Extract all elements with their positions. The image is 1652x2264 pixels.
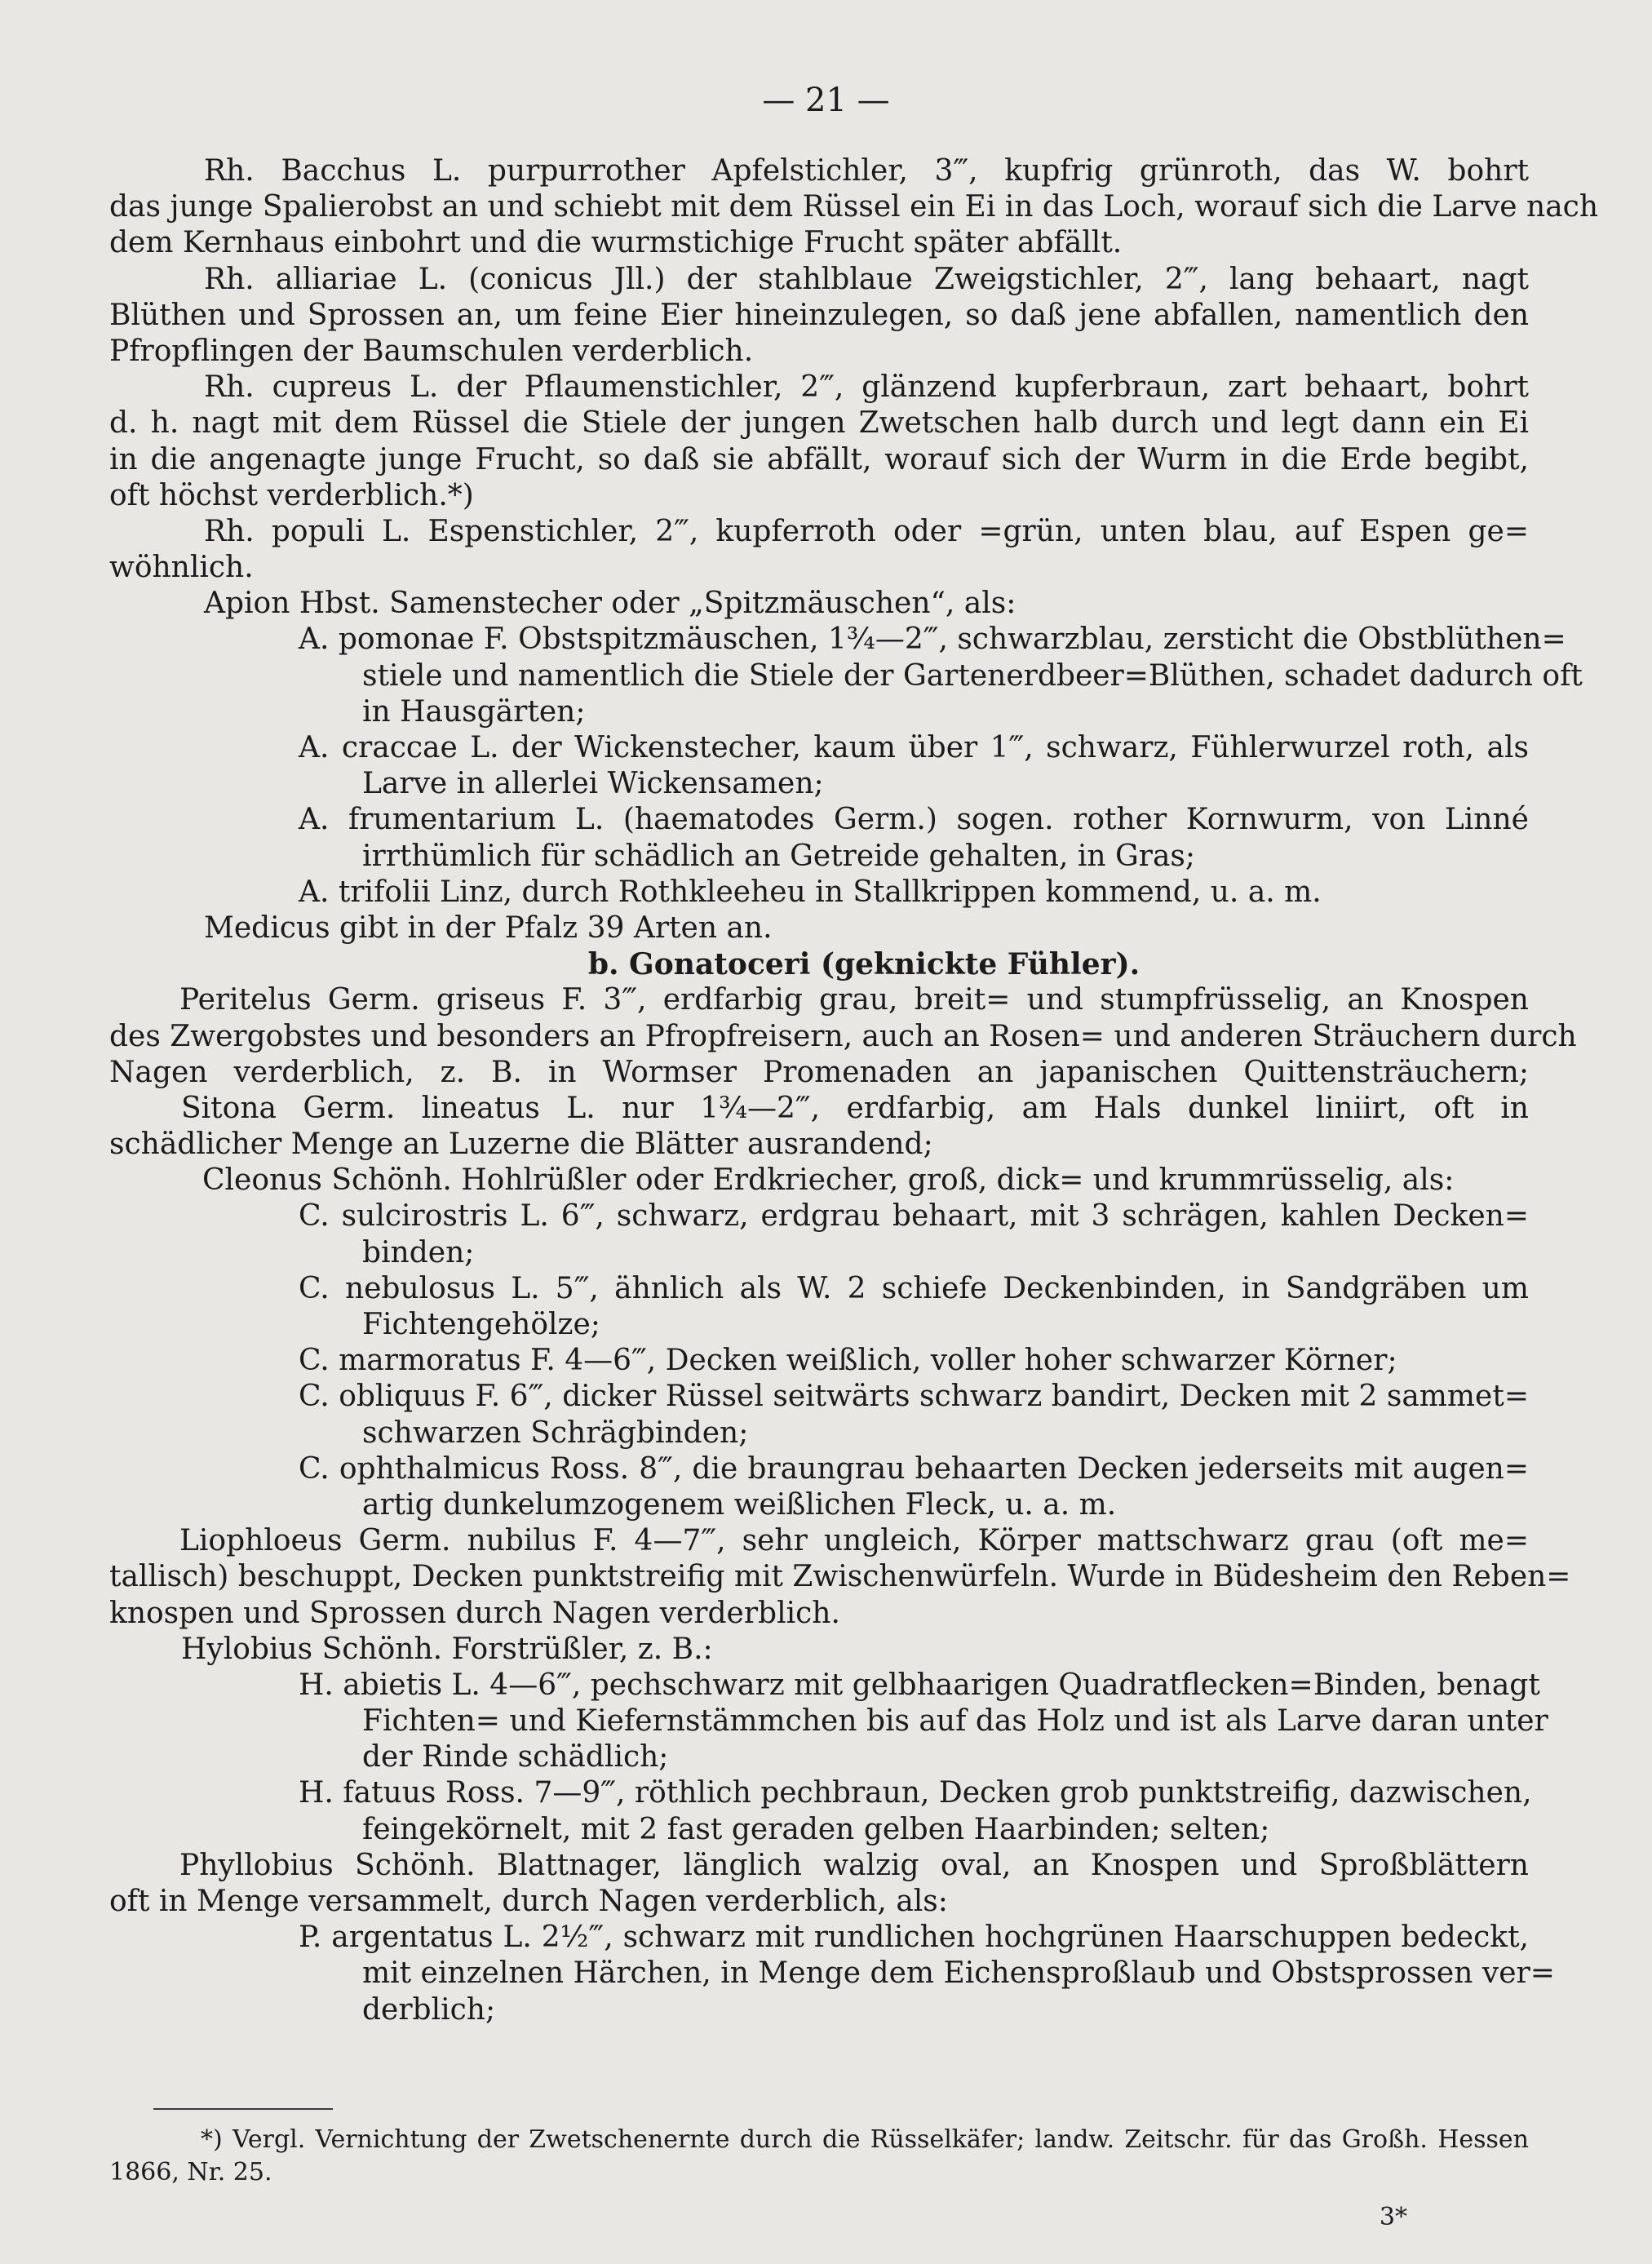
text-line: dem Kernhaus einbohrt und die wurmstichige Frucht später abfällt. [109,226,1123,260]
text-line: C. marmoratus F. 4—6‴, Decken weißlich, voller hoher schwarzer Körner; [299,1344,1397,1378]
text-line: in Hausgärten; [362,694,586,729]
text-line: H. fatuus Ross. 7—9‴, röthlich pechbraun, Decken grob punktstreifig, dazwischen, [299,1776,1532,1810]
text-line: Rh. Bacchus L. purpurrother Apfelstichler, 3‴, kupfrig grünroth, das W. bohrt [204,154,1529,188]
footnote [109,2124,1529,2189]
text-line: in die angenagte junge Frucht, so daß sie abfällt, worauf sich der Wurm in die Erde begibt, [109,442,1529,476]
text-line: Hylobius Schönh. Forstrüßler, z. B.: [181,1632,713,1666]
footnote-line: 1866, Nr. 25. [109,2158,272,2186]
text-line: Apion Hbst. Samenstecher oder „Spitzmäuschen“, als: [204,587,1016,621]
text-line: C. sulcirostris L. 6‴, schwarz, erdgrau behaart, mit 3 schrägen, kahlen Decken= [299,1199,1529,1234]
footnote-divider [153,2108,333,2110]
text-line: d. h. nagt mit dem Rüssel die Stiele der jungen Zwetschen halb durch und legt dann ein Ei [109,406,1529,441]
text-line: Phyllobius Schönh. Blattnager, länglich walzig oval, an Knospen und Sproßblättern [179,1848,1529,1882]
text-line: schädlicher Menge an Luzerne die Blätter ausrandend; [109,1128,933,1162]
signature-mark: 3* [1379,2203,1407,2231]
text-line: das junge Spalierobst an und schiebt mit dem Rüssel ein Ei in das Loch, worauf sich die Larve nach [109,190,1599,224]
text-line: Fichtengehölze; [362,1308,600,1341]
text-line: binden; [362,1235,475,1269]
text-line: A. trifolii Linz, durch Rothkleeheu in Stallkrippen kommend, u. a. m. [299,875,1322,909]
text-line: des Zwergobstes und besonders an Pfropfreisern, auch an Rosen= und anderen Sträuchern durch [109,1019,1577,1053]
text-line: Rh. cupreus L. der Pflaumenstichler, 2‴, glänzend kupferbraun, zart behaart, bohrt [204,370,1529,405]
text-line: A. pomonae F. Obstspitzmäuschen, 1¾—2‴, schwarzblau, zersticht die Obstblüthen= [299,622,1566,657]
text-line: mit einzelnen Härchen, in Menge dem Eichensproßlaub und Obstsprossen ver= [362,1956,1555,1991]
text-line: tallisch) beschuppt, Decken punktstreifig mit Zwischenwürfeln. Wurde in Büdesheim den Reben= [109,1560,1571,1594]
text-line: Pfropflingen der Baumschulen verderblich. [109,334,754,368]
text-line: Sitona Germ. lineatus L. nur 1¾—2‴, erdfarbig, am Hals dunkel liniirt, oft in [181,1091,1529,1125]
text-line: feingekörnelt, mit 2 fast geraden gelben Haarbinden; selten; [362,1812,1270,1846]
text-line: der Rinde schädlich; [362,1740,669,1774]
text-line: H. abietis L. 4—6‴, pechschwarz mit gelbhaarigen Quadratflecken=Binden, benagt [299,1668,1540,1702]
text-line: Peritelus Germ. griseus F. 3‴, erdfarbig grau, breit= und stumpfrüsselig, an Knospen [179,983,1529,1017]
text-line: Medicus gibt in der Pfalz 39 Arten an. [204,910,773,945]
text-line: derblich; [362,1992,496,2027]
text-line: knospen und Sprossen durch Nagen verderblich. [109,1596,840,1630]
body-text [109,153,1599,2028]
text-line: Rh. populi L. Espenstichler, 2‴, kupferroth oder =grün, unten blau, auf Espen ge= [204,514,1529,548]
text-line: C. obliquus F. 6‴, dicker Rüssel seitwärts schwarz bandirt, Decken mit 2 sammet= [299,1380,1529,1414]
text-line: C. nebulosus L. 5‴, ähnlich als W. 2 schiefe Deckenbinden, in Sandgräben um [299,1271,1529,1305]
text-line: Nagen verderblich, z. B. in Wormser Promenaden an japanischen Quittensträuchern; [109,1055,1529,1089]
text-line: Larve in allerlei Wickensamen; [362,767,824,801]
section-heading: b. Gonatoceri (geknickte Fühler). [587,947,1140,982]
text-line: Blüthen und Sprossen an, um feine Eier hineinzulegen, so daß jene abfallen, namentlich den [109,298,1529,332]
text-line: artig dunkelumzogenem weißlichen Fleck, u. a. m. [362,1487,1117,1522]
text-line: oft höchst verderblich.*) [109,478,474,512]
page-number: — 21 — [762,82,890,119]
text-line: wöhnlich. [109,551,254,585]
text-line: stiele und namentlich die Stiele der Gartenerdbeer=Blüthen, schadet dadurch oft [362,658,1583,693]
text-line: C. ophthalmicus Ross. 8‴, die braungrau behaarten Decken jederseits mit augen= [299,1451,1529,1486]
text-line: Liophloeus Germ. nubilus F. 4—7‴, sehr ungleich, Körper mattschwarz grau (oft me= [179,1524,1529,1558]
text-line: irrthümlich für schädlich an Getreide gehalten, in Gras; [362,839,1196,873]
text-line: Rh. alliariae L. (conicus Jll.) der stahlblaue Zweigstichler, 2‴, lang behaart, nagt [204,262,1529,296]
text-line: schwarzen Schrägbinden; [362,1416,749,1450]
text-line: Fichten= und Kiefernstämmchen bis auf das Holz und ist als Larve daran unter [362,1704,1548,1739]
text-line: A. frumentarium L. (haematodes Germ.) sogen. rother Kornwurm, von Linné [299,803,1529,837]
text-line: Cleonus Schönh. Hohlrüßler oder Erdkriecher, groß, dick= und krummrüsselig, als: [202,1163,1455,1198]
text-line: A. craccae L. der Wickenstecher, kaum über 1‴, schwarz, Fühlerwurzel roth, als [299,731,1529,764]
footnote-line: *) Vergl. Vernichtung der Zwetschenernte durch die Rüsselkäfer; landw. Zeitschr. für das Großh. Hessen [201,2125,1529,2154]
text-line: oft in Menge versammelt, durch Nagen verderblich, als: [109,1885,948,1918]
text-line: P. argentatus L. 2½‴, schwarz mit rundlichen hochgrünen Haarschuppen bedeckt, [299,1921,1529,1955]
